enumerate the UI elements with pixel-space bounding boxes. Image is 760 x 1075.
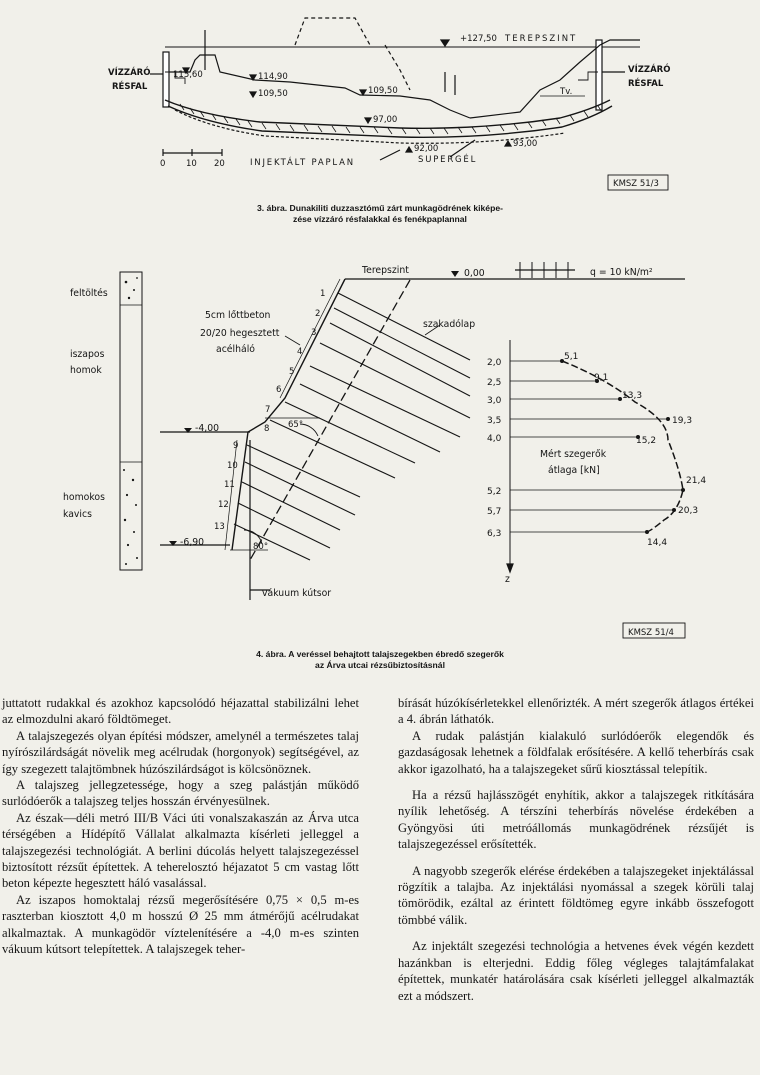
anchor-number: 5	[289, 367, 295, 377]
fig3-scale-0: 0	[160, 159, 166, 169]
fig3-elev-114: 114,90	[258, 72, 288, 82]
fig3-vizzaro-left: VÍZZÁRÓ	[108, 68, 151, 78]
body-column-left	[2, 695, 359, 958]
paragraph: Az iszapos homoktalaj rézsű megerősítésére 0,75 × 0,5 m-es raszterban kiosztott 4,0 m hosszú Ø 25 mm átmérőjű acélrudakat alkalmaztak. A munkagödör víztelenítésére a -4,0 m-es szinten vákuum kútsort telepítettek. A talajszegek teher-	[2, 892, 359, 957]
fig3-elev-92: 92,00	[414, 144, 439, 154]
anchor-number: 10	[227, 461, 238, 471]
fig4-load: q = 10 kN/m²	[590, 267, 653, 278]
force-label: 19,3	[672, 416, 693, 426]
anchor-number: 12	[218, 500, 229, 510]
depth-label: 3,0	[487, 396, 502, 406]
paragraph: A talajszegezés olyan építési módszer, amelynél a természetes talaj nyírószilárdságát növelik meg acélrudak (horgonyok) segítségével, az így szegezett talajtömbnek húzószilárdságot is kölcsönöznek.	[2, 728, 359, 776]
figure-4-caption: 4. ábra. A veréssel behajtott talajszegekben ébredő szegerők az Árva utcai rézsűbiztosításnál	[256, 649, 504, 670]
fig3-elev-top: +127,50	[460, 34, 497, 44]
fig4-elev-000: 0,00	[464, 268, 485, 279]
fig4-depths	[487, 358, 502, 539]
fig4-homokos-2: kavics	[63, 509, 92, 520]
figure-4-labels	[63, 265, 706, 638]
force-label: 15,2	[636, 436, 657, 446]
fig4-vakuum: vákuum kútsor	[262, 588, 332, 599]
body-column-right	[398, 695, 754, 1004]
figure-3-drawing	[150, 18, 671, 190]
anchor-number: 9	[233, 441, 239, 451]
fig3-terepszint: TEREPSZINT	[505, 34, 578, 44]
fig3-elev-109b: 109,50	[368, 86, 398, 96]
paragraph: bírását húzókísérletekkel ellenőrizték. A mért szegerők átlagos értékei a 4. ábrán láthatók.	[398, 696, 754, 727]
fig4-mert-1: Mért szegerők	[540, 449, 607, 460]
fig4-homokos-1: homokos	[63, 492, 105, 503]
depth-label: 2,5	[487, 378, 502, 388]
fig4-acelhalo-1: 20/20 hegesztett	[200, 328, 280, 339]
fig3-injektalt: INJEKTÁLT PAPLAN	[250, 158, 355, 168]
fig4-angle-80: 80°	[253, 542, 269, 552]
fig4-lottbeton: 5cm lőttbeton	[205, 310, 271, 321]
anchor-number: 13	[214, 522, 225, 532]
fig3-supergel: SUPERGÉL	[418, 155, 478, 165]
fig4-iszapos-1: iszapos	[70, 349, 105, 360]
depth-label: 5,7	[487, 507, 502, 517]
fig3-elev-115: 115,60	[173, 70, 203, 80]
anchor-number: 1	[320, 289, 326, 299]
fig3-resfal-left: RÉSFAL	[112, 82, 148, 92]
depth-label: 4,0	[487, 434, 502, 444]
force-label: 13,3	[622, 391, 643, 401]
anchor-number: 4	[297, 347, 303, 357]
fig4-szakadolap: szakadólap	[423, 319, 476, 330]
fig4-elev-690: -6,90	[180, 537, 205, 548]
fig3-scale-10: 10	[186, 159, 197, 169]
paragraph: Az észak—déli metró III/B Váci úti vonalszakaszán az Árva utca térségében a Hídépítő Vállalat alkalmazta kísérleti jelleggel a talajszegezési technológiát. A berlini dúcolás helyett talajszegezéssel biztosított rézsűt építettek. A teherelosztó héjazatot 5 cm vastag lőtt beton képezte hegesztett háló vasalással.	[2, 810, 359, 891]
paragraph: A rudak palástján kialakuló surlódóerők elegendők és gazdaságosak lehetnek a földfalak erősítésére. A kellő teherbírás csak akkor igazolható, ha a talajszegeket sűrű kiosztással telepítik.	[398, 728, 754, 776]
anchor-number: 6	[276, 385, 282, 395]
fig3-elev-97: 97,00	[373, 115, 398, 125]
force-label: 9,1	[594, 373, 609, 383]
anchor-number: 8	[264, 424, 270, 434]
fig4-iszapos-2: homok	[70, 365, 102, 376]
fig3-kmsz: KMSZ 51/3	[613, 179, 659, 189]
depth-label: 3,5	[487, 416, 502, 426]
fig3-elev-93: 93,00	[513, 139, 538, 149]
anchor-number: 7	[265, 405, 271, 415]
paragraph: A talajszeg jellegzetessége, hogy a szeg palástján működő surlódóerők a talajszeg teljes hosszán érvényesülnek.	[2, 778, 359, 809]
fig3-vizzaro-right: VÍZZÁRÓ	[628, 65, 671, 75]
force-label: 14,4	[647, 538, 668, 548]
anchor-number: 2	[315, 309, 321, 319]
fig4-z: z	[505, 574, 510, 585]
figure-3-caption: 3. ábra. Dunakiliti duzzasztómű zárt munkagödrének kiképe- zése vízzáró résfalakkal és fenékpaplannal	[257, 203, 503, 224]
anchor-number: 11	[224, 480, 235, 490]
fig3-tv: Tv.	[560, 87, 573, 97]
fig3-elev-109a: 109,50	[258, 89, 288, 99]
fig3-resfal-right: RÉSFAL	[628, 79, 664, 89]
fig4-feltoltes: feltöltés	[70, 288, 108, 299]
fig3-scale-20: 20	[214, 159, 225, 169]
fig4-mert-2: átlaga [kN]	[548, 465, 600, 476]
force-label: 21,4	[686, 476, 707, 486]
fig4-angle-65: 65°	[288, 420, 304, 430]
force-label: 20,3	[678, 506, 699, 516]
fig4-terepszint: Terepszint	[362, 265, 409, 276]
depth-label: 5,2	[487, 487, 502, 497]
paragraph: A nagyobb szegerők elérése érdekében a talajszegeket injektálással rögzítik a talajba. Az injektálási nyomással a szegek körüli talaj tömörödik, ezáltal az érintett földtömeg egyre inkább összefogott tömbbé válik.	[398, 863, 754, 927]
paragraph: Ha a rézsű hajlásszögét enyhítik, akkor a talajszegek ritkítására nyílik lehetőség. A térszíni teherbírás növelése érdekében a Gyöngyösi úti metróállomás munkagödrének rézsűjét is talajszegezéssel erősítették.	[398, 788, 754, 852]
fig4-elev-400: -4,00	[195, 423, 220, 434]
anchor-number: 3	[311, 328, 317, 338]
paragraph: juttatott rudakkal és azokhoz kapcsolódó héjazattal stabilizálni lehet az elmozdulni akaró földtömeget.	[2, 696, 359, 727]
fig4-acelhalo-2: acélháló	[216, 344, 255, 355]
fig4-kmsz: KMSZ 51/4	[628, 628, 674, 638]
paragraph: Az injektált szegezési technológia a hetvenes évek végén kezdett hazánkban is elterjedni. Eddig főleg végleges talajtámfalakat építettek, munkatér határolására csak kísérleti jelleggel alkalmazták ezt a módszert.	[398, 939, 754, 1003]
depth-label: 2,0	[487, 358, 502, 368]
force-label: 5,1	[564, 352, 579, 362]
depth-label: 6,3	[487, 529, 502, 539]
